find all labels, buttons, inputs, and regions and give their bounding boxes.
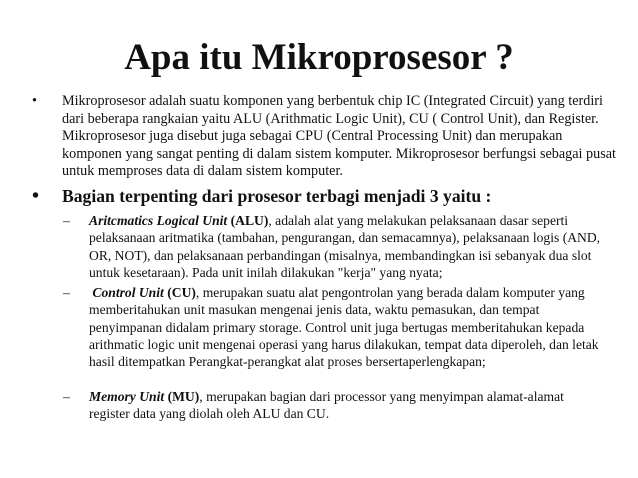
slide-title: Apa itu Mikroprosesor ? (124, 37, 514, 78)
bullet-marker: • (32, 93, 37, 109)
intro-text: Mikroprosesor adalah suatu komponen yang berbentuk chip IC (Integrated Circuit) yang terdiri dari beberapa rangkaian yaitu ALU (Arithmatic Logic Unit), CU ( Control Unit), dan Register. Mikroprosesor juga disebut juga sebagai CPU (Central Processing Unit) dan merupakan komponen yang sangat penting di dalam sistem komputer. Mikroprosesor berfungsi sebagai pusat untuk memproses data di dalam sistem komputer. (62, 93, 616, 180)
component-text (89, 388, 601, 423)
component-term: Control Unit (92, 285, 164, 300)
component-abbr: (CU) (167, 285, 196, 300)
component-description: , adalah alat yang melakukan pelaksanaan dasar seperti pelaksanaan aritmatika (tambahan, pengurangan, dan semacamnya), pelaksanaan logis (AND, OR, NOT), dan pelaksanaan perbandingan (misalnya, membandingkan isi sebanyak dua slot untuk kesetaraan). Pada unit inilah dilakukan "kerja" yang nyata; (89, 213, 601, 280)
component-text (89, 284, 601, 370)
component-description: , merupakan suatu alat pengontrolan yang berada dalam komputer yang memberitahukan unit masukan mengenai jenis data, waktu pemasukan, dan tempat penyimpanan didalam primary storage. Control unit juga bertugas memberitahukan kepada arithmatic logic unit mengenai operasi yang harus dilakukan, tempat data diperoleh, dan letak hasil ditempatkan Perangkat-perangkat alat proses bersertaperlengkapan; (89, 285, 599, 370)
component-text (89, 212, 601, 281)
components-heading: Bagian terpenting dari prosesor terbagi menjadi 3 yaitu : (62, 186, 492, 206)
component-description: , merupakan bagian dari processor yang menyimpan alamat-alamat register data yang diolah oleh ALU dan CU. (89, 389, 564, 422)
bullet-marker: • (32, 185, 40, 207)
dash-marker: – (63, 389, 70, 404)
dash-marker: – (63, 285, 70, 300)
component-abbr: (MU) (167, 389, 200, 404)
component-term: Aritcmatics Logical Unit (89, 213, 228, 228)
dash-marker: – (63, 213, 70, 228)
component-term: Memory Unit (89, 389, 165, 404)
component-abbr: (ALU) (230, 213, 269, 228)
